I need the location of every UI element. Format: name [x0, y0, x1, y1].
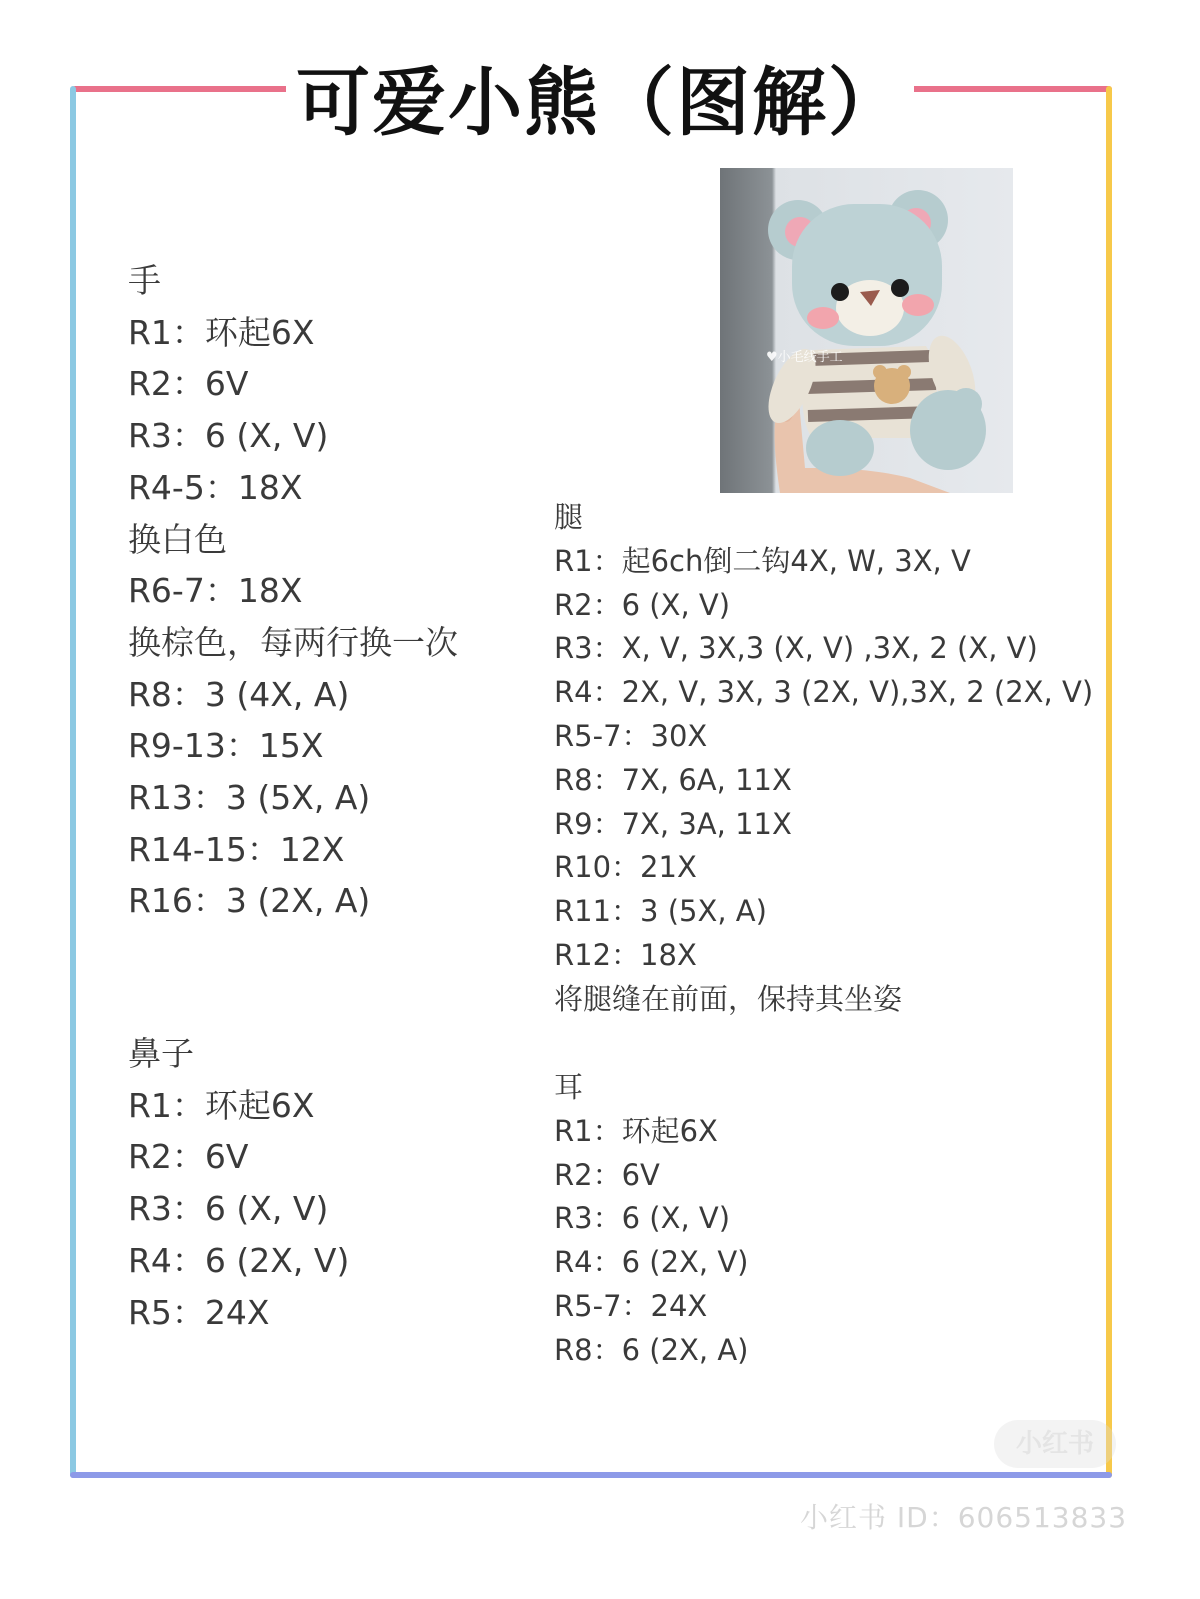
nose-section	[128, 1028, 349, 1338]
hand-row: 换棕色，每两行换一次	[128, 622, 458, 662]
frame-left-border	[70, 86, 76, 1478]
hand-row: 换白色	[128, 519, 227, 559]
bear-photo	[720, 168, 1013, 493]
nose-row: R1：环起6X	[128, 1085, 315, 1125]
nose-row: R3：6 (X, V)	[128, 1189, 329, 1229]
leg-row: R8：7X, 6A, 11X	[554, 762, 792, 797]
frame-bottom-border	[70, 1472, 1112, 1478]
hand-row: R3：6 (X, V)	[128, 416, 329, 456]
hand-row: R8：3 (4X, A)	[128, 674, 350, 714]
hand-heading: 手	[128, 261, 161, 300]
leg-row: R5-7：30X	[554, 718, 708, 753]
ear-row: R4：6 (2X, V)	[554, 1245, 749, 1280]
leg-section	[554, 496, 1093, 1022]
hand-section	[128, 255, 458, 927]
ear-heading: 耳	[554, 1070, 584, 1104]
page-title-text: 可爱小熊（图解）	[286, 60, 914, 146]
leg-row: R1：起6ch倒二钩4X, W, 3X, V	[554, 543, 971, 578]
nose-heading: 鼻子	[128, 1034, 194, 1073]
xiaohongshu-logo: 小红书	[994, 1420, 1116, 1468]
ear-row: R8：6 (2X, A)	[554, 1332, 749, 1367]
hand-row: R1：环起6X	[128, 312, 315, 352]
bear-illustration	[720, 168, 1013, 493]
ear-row: R1：环起6X	[554, 1113, 718, 1148]
photo-watermark: ♥小毛线手工	[766, 350, 843, 365]
frame-right-border	[1106, 86, 1112, 1478]
hand-row: R13：3 (5X, A)	[128, 778, 371, 818]
leg-row: R3：X, V, 3X,3 (X, V) ,3X, 2 (X, V)	[554, 631, 1038, 666]
leg-row: R11：3 (5X, A)	[554, 894, 767, 929]
nose-row: R4：6 (2X, V)	[128, 1240, 350, 1280]
leg-row: 将腿缝在前面，保持其坐姿	[554, 981, 903, 1016]
hand-row: R9-13：15X	[128, 726, 324, 766]
leg-heading: 腿	[554, 500, 584, 534]
page-title	[0, 58, 1200, 148]
nose-row: R2：6V	[128, 1137, 249, 1177]
hand-row: R2：6V	[128, 364, 249, 404]
hand-row: R16：3 (2X, A)	[128, 881, 371, 921]
leg-row: R2：6 (X, V)	[554, 587, 731, 622]
leg-row: R12：18X	[554, 937, 697, 972]
hand-row: R14-15：12X	[128, 829, 345, 869]
ear-row: R5-7：24X	[554, 1288, 708, 1323]
hand-row: R6-7：18X	[128, 571, 303, 611]
leg-row: R9：7X, 3A, 11X	[554, 806, 792, 841]
leg-row: R4：2X, V, 3X, 3 (2X, V),3X, 2 (2X, V)	[554, 675, 1094, 710]
ear-section	[554, 1066, 749, 1373]
hand-row: R4-5：18X	[128, 467, 303, 507]
nose-row: R5：24X	[128, 1292, 270, 1332]
leg-row: R10：21X	[554, 850, 697, 885]
ear-row: R3：6 (X, V)	[554, 1201, 731, 1236]
xiaohongshu-id-watermark: 小红书 ID：606513833	[800, 1501, 1128, 1534]
ear-row: R2：6V	[554, 1157, 660, 1192]
